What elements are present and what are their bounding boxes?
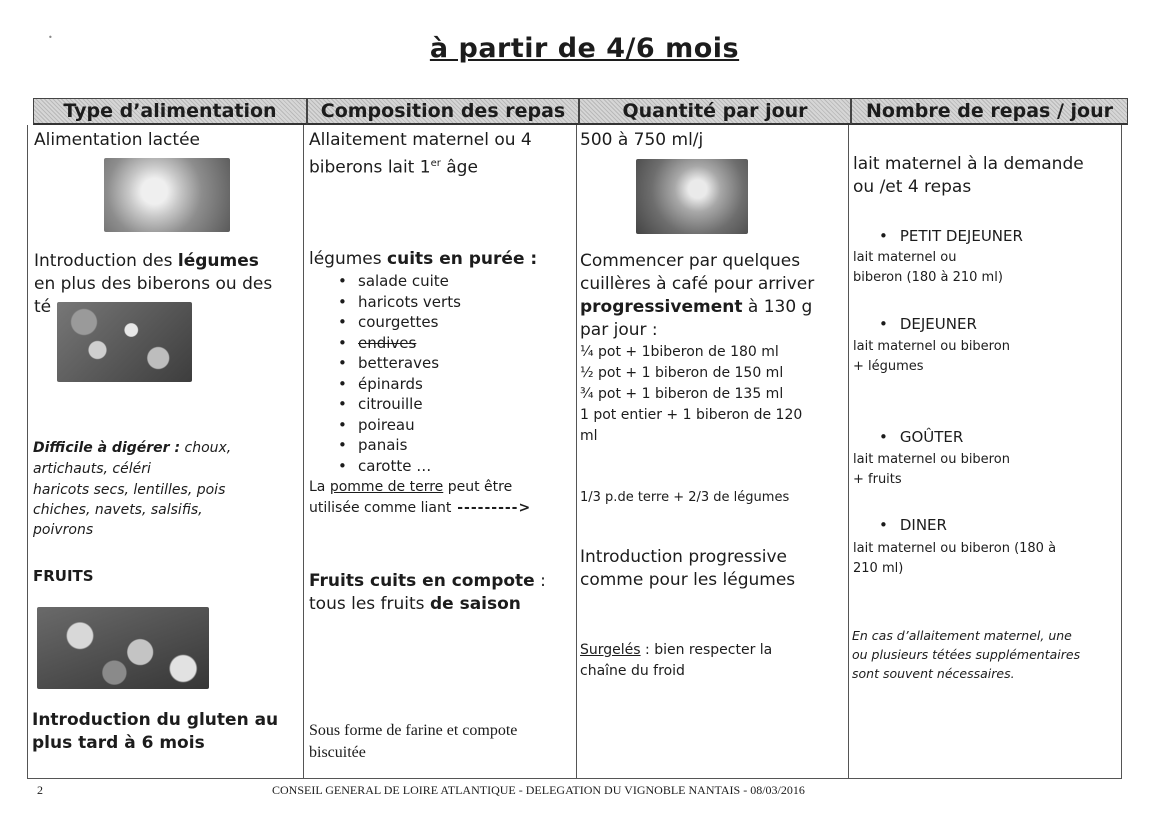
- meal-detail: 210 ml): [853, 561, 904, 576]
- meal-detail: lait maternel ou biberon: [853, 339, 1010, 354]
- dose-line: ¾ pot + 1 biberon de 135 ml: [580, 386, 784, 402]
- header-quantite: Quantité par jour: [579, 98, 851, 125]
- dose-line: ml: [580, 428, 598, 444]
- meal-detail: lait maternel ou biberon (180 à: [853, 541, 1057, 556]
- bottle-feeding-photo: [636, 159, 748, 234]
- surgeles-line1: Surgelés : bien respecter la: [580, 642, 773, 658]
- surgeles-line2: chaîne du froid: [580, 663, 685, 679]
- fruits-photo: [37, 607, 209, 689]
- dose-line: 1 pot entier + 1 biberon de 120: [580, 407, 803, 423]
- gluten-line1: Introduction du gluten au: [32, 710, 279, 730]
- intro-progressive-line2: comme pour les légumes: [580, 570, 796, 590]
- pdt-ratio: 1/3 p.de terre + 2/3 de légumes: [580, 490, 790, 505]
- fruits-label: FRUITS: [33, 567, 94, 585]
- breastfeeding-photo: [104, 158, 230, 232]
- page-number: 2: [37, 783, 43, 797]
- legumes-puree-heading: légumes cuits en purée :: [309, 249, 538, 269]
- vegetable-list: [332, 271, 461, 476]
- commencer-line1: Commencer par quelques: [580, 251, 801, 271]
- commencer-line3: progressivement à 130 g: [580, 297, 813, 317]
- meal-detail: lait maternel ou: [853, 250, 957, 265]
- allaitement-note-line3: sont souvent nécessaires.: [852, 666, 1015, 681]
- farine-line1: Sous forme de farine et compote: [309, 722, 518, 739]
- vegetable-item-struck: • endives: [332, 333, 461, 354]
- demande-line2: ou /et 4 repas: [853, 177, 972, 197]
- table-bottom-border: [27, 778, 1122, 779]
- meal-detail: biberon (180 à 210 ml): [853, 270, 1003, 285]
- meal-detail: + légumes: [853, 359, 924, 374]
- legumes-intro-line2: en plus des biberons ou des: [34, 274, 273, 294]
- allaitement-line2: biberons lait 1er âge: [309, 157, 478, 178]
- intro-progressive-line1: Introduction progressive: [580, 547, 787, 567]
- commencer-line2: cuillères à café pour arriver: [580, 274, 815, 294]
- header-nombre: Nombre de repas / jour: [851, 98, 1128, 125]
- meal-petit-dejeuner: • PETIT DEJEUNER: [879, 226, 1023, 246]
- difficile-line4: chiches, navets, salsifis,: [33, 502, 203, 518]
- vegetable-item: • salade cuite: [332, 271, 461, 292]
- difficile-line2: artichauts, céléri: [33, 461, 151, 477]
- footer-text: CONSEIL GENERAL DE LOIRE ATLANTIQUE - DELEGATION DU VIGNOBLE NANTAIS - 08/03/2016: [272, 783, 805, 797]
- vegetable-item: • courgettes: [332, 312, 461, 333]
- difficile-line1: Difficile à digérer : choux,: [33, 440, 232, 456]
- vegetable-item: • panais: [332, 435, 461, 456]
- vegetable-item: • betteraves: [332, 353, 461, 374]
- farine-line2: biscuitée: [309, 744, 366, 761]
- allaitement-line1: Allaitement maternel ou 4: [309, 130, 532, 150]
- vegetable-item: • citrouille: [332, 394, 461, 415]
- allaitement-note-line1: En cas d’allaitement maternel, une: [852, 628, 1072, 643]
- allaitement-note-line2: ou plusieurs tétées supplémentaires: [852, 647, 1081, 662]
- meal-dejeuner: • DEJEUNER: [879, 314, 977, 334]
- pomme-de-terre-line2: utilisée comme liant --------->: [309, 500, 532, 516]
- meal-detail: + fruits: [853, 472, 902, 487]
- pomme-de-terre-line1: La pomme de terre peut être: [309, 479, 513, 495]
- header-type: Type d’alimentation: [33, 98, 307, 125]
- quantite-lait: 500 à 750 ml/j: [580, 130, 704, 150]
- demande-line1: lait maternel à la demande: [853, 154, 1084, 174]
- vegetable-item: • épinards: [332, 374, 461, 395]
- difficile-line5: poivrons: [33, 522, 94, 538]
- vegetable-item: • poireau: [332, 415, 461, 436]
- vegetable-item: • haricots verts: [332, 292, 461, 313]
- legumes-intro: Introduction des légumes: [34, 251, 259, 271]
- meal-detail: lait maternel ou biberon: [853, 452, 1010, 467]
- difficile-line3: haricots secs, lentilles, pois: [33, 482, 226, 498]
- legumes-intro-line3: té: [34, 297, 52, 317]
- gluten-line2: plus tard à 6 mois: [32, 733, 205, 753]
- vegetables-photo: [57, 302, 192, 382]
- vegetable-item: • carotte …: [332, 456, 461, 477]
- meal-gouter: • GOÛTER: [879, 427, 963, 447]
- scan-speck: •: [48, 33, 53, 42]
- lactee-label: Alimentation lactée: [34, 130, 200, 150]
- fruits-compote-line1: Fruits cuits en compote :: [309, 571, 546, 591]
- commencer-line4: par jour :: [580, 320, 658, 340]
- dose-line: ½ pot + 1 biberon de 150 ml: [580, 365, 784, 381]
- page-title: à partir de 4/6 mois: [429, 33, 740, 64]
- meal-diner: • DINER: [879, 515, 947, 535]
- dose-line: ¼ pot + 1biberon de 180 ml: [580, 344, 779, 360]
- fruits-compote-line2: tous les fruits de saison: [309, 594, 521, 614]
- header-composition: Composition des repas: [307, 98, 579, 125]
